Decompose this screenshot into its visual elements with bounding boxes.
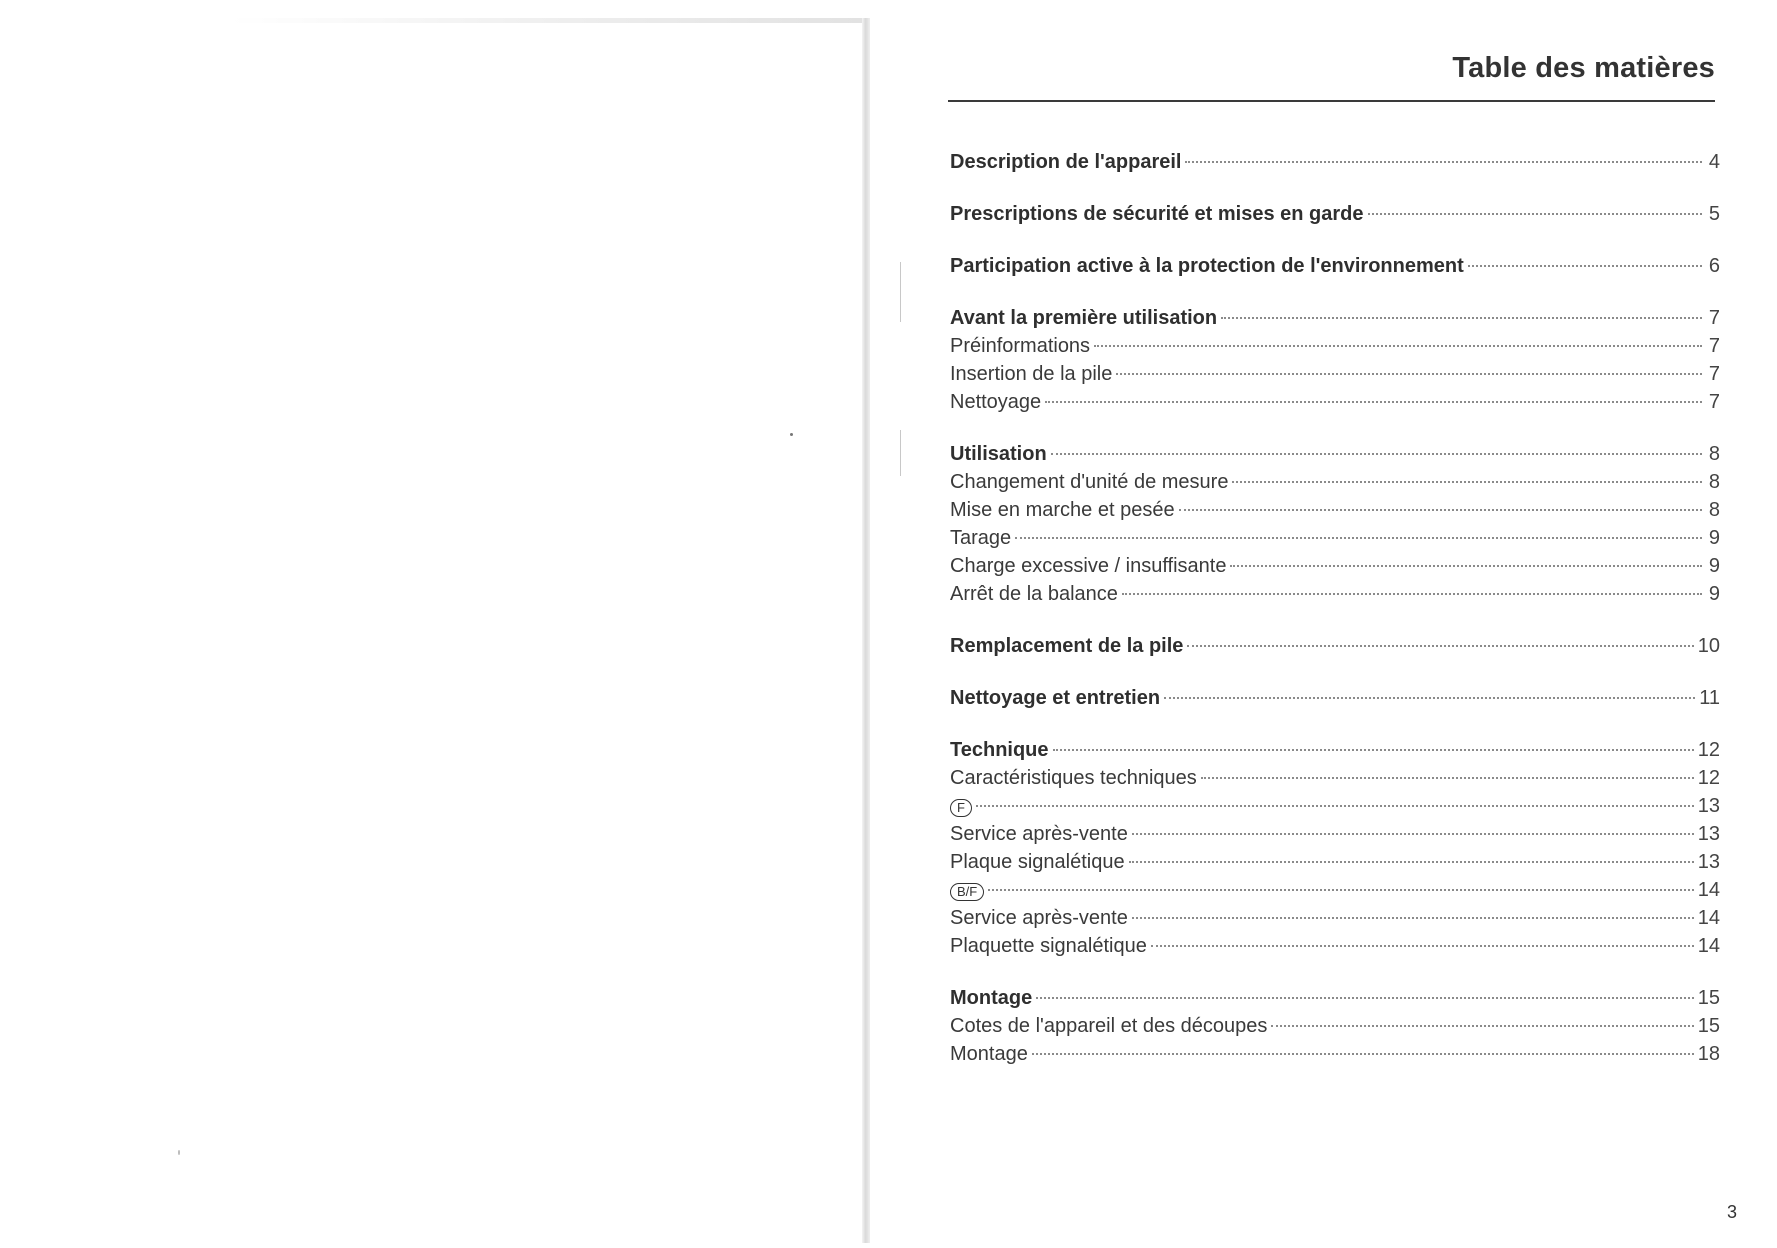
toc-entry-label: Montage bbox=[950, 1043, 1028, 1065]
toc-entry-page: 14 bbox=[1697, 879, 1720, 901]
toc-sub-entry[interactable] bbox=[950, 388, 1720, 416]
toc-heading-entry[interactable] bbox=[950, 440, 1720, 468]
page-top-edge bbox=[230, 18, 866, 23]
toc-entry-label bbox=[950, 876, 984, 904]
toc-entry-label: Mise en marche et pesée bbox=[950, 499, 1175, 521]
dot-leader bbox=[1053, 749, 1694, 751]
dot-leader bbox=[1151, 945, 1694, 947]
toc-section bbox=[950, 304, 1720, 416]
print-speck bbox=[178, 1150, 180, 1155]
toc-entry-label: Plaque signalétique bbox=[950, 851, 1125, 873]
toc-heading-entry[interactable] bbox=[950, 632, 1720, 660]
toc-section bbox=[950, 200, 1720, 228]
dot-leader bbox=[1185, 161, 1702, 163]
toc-heading-entry[interactable] bbox=[950, 148, 1720, 176]
toc-entry-page: 14 bbox=[1697, 935, 1720, 957]
toc-entry-page: 7 bbox=[1708, 335, 1720, 357]
toc-entry-page: 8 bbox=[1708, 443, 1720, 465]
toc-entry-label: Description de l'appareil bbox=[950, 151, 1182, 173]
dot-leader bbox=[1271, 1025, 1693, 1027]
toc-entry-label: Prescriptions de sécurité et mises en garde bbox=[950, 203, 1364, 225]
toc-entry-label: Changement d'unité de mesure bbox=[950, 471, 1229, 493]
toc-heading-entry[interactable] bbox=[950, 304, 1720, 332]
dot-leader bbox=[1132, 917, 1694, 919]
page-title: Table des matières bbox=[1452, 52, 1715, 84]
dot-leader bbox=[1116, 373, 1702, 375]
toc-sub-entry[interactable] bbox=[950, 1012, 1720, 1040]
dot-leader bbox=[976, 805, 1694, 807]
toc-entry-page: 9 bbox=[1708, 555, 1720, 577]
toc-entry-page: 7 bbox=[1708, 391, 1720, 413]
page-number: 3 bbox=[1726, 1202, 1737, 1222]
toc-page bbox=[870, 0, 1777, 1248]
toc-sub-entry[interactable] bbox=[950, 332, 1720, 360]
toc-entry-page: 13 bbox=[1697, 823, 1720, 845]
toc-entry-page: 9 bbox=[1708, 527, 1720, 549]
toc-entry-page: 8 bbox=[1708, 471, 1720, 493]
toc-entry-page: 11 bbox=[1699, 687, 1720, 709]
toc-sub-entry[interactable] bbox=[950, 820, 1720, 848]
toc-sub-entry[interactable] bbox=[950, 848, 1720, 876]
book-gutter bbox=[862, 18, 870, 1243]
toc-entry-page: 4 bbox=[1708, 151, 1720, 173]
toc-entry-label: Caractéristiques techniques bbox=[950, 767, 1197, 789]
toc-sub-entry[interactable] bbox=[950, 496, 1720, 524]
toc-entry-page: 18 bbox=[1697, 1043, 1720, 1065]
toc-entry-page: 13 bbox=[1697, 795, 1720, 817]
toc-entry-label: Arrêt de la balance bbox=[950, 583, 1118, 605]
dot-leader bbox=[1232, 481, 1702, 483]
dot-leader bbox=[1468, 265, 1702, 267]
toc-section bbox=[950, 148, 1720, 176]
dot-leader bbox=[1221, 317, 1702, 319]
dot-leader bbox=[1164, 697, 1695, 699]
table-of-contents bbox=[950, 148, 1720, 1092]
dot-leader bbox=[1201, 777, 1694, 779]
country-code-badge: F bbox=[950, 799, 972, 817]
toc-entry-label: Charge excessive / insuffisante bbox=[950, 555, 1227, 577]
dot-leader bbox=[1132, 833, 1694, 835]
toc-sub-entry[interactable] bbox=[950, 552, 1720, 580]
toc-entry-page: 13 bbox=[1697, 851, 1720, 873]
toc-entry-label: Service après-vente bbox=[950, 907, 1128, 929]
dot-leader bbox=[1187, 645, 1693, 647]
toc-entry-page: 9 bbox=[1708, 583, 1720, 605]
toc-entry-label: Insertion de la pile bbox=[950, 363, 1113, 385]
toc-entry-page: 7 bbox=[1708, 363, 1720, 385]
toc-entry-label: Technique bbox=[950, 739, 1049, 761]
toc-sub-entry[interactable] bbox=[950, 580, 1720, 608]
dot-leader bbox=[1032, 1053, 1694, 1055]
toc-entry-page: 15 bbox=[1697, 987, 1720, 1009]
toc-entry-label: Service après-vente bbox=[950, 823, 1128, 845]
dot-leader bbox=[1015, 537, 1702, 539]
toc-entry-label: Nettoyage bbox=[950, 391, 1042, 413]
toc-entry-page: 12 bbox=[1697, 767, 1720, 789]
toc-entry-label: Plaquette signalétique bbox=[950, 935, 1147, 957]
toc-heading-entry[interactable] bbox=[950, 684, 1720, 712]
toc-section bbox=[950, 632, 1720, 660]
toc-entry-label: Utilisation bbox=[950, 443, 1047, 465]
toc-section bbox=[950, 684, 1720, 712]
toc-section bbox=[950, 252, 1720, 280]
toc-section bbox=[950, 736, 1720, 960]
toc-entry-label: Remplacement de la pile bbox=[950, 635, 1184, 657]
toc-entry-page: 14 bbox=[1697, 907, 1720, 929]
dot-leader bbox=[1051, 453, 1702, 455]
toc-entry-label: Tarage bbox=[950, 527, 1012, 549]
dot-leader bbox=[1036, 997, 1694, 999]
toc-sub-entry[interactable] bbox=[950, 932, 1720, 960]
toc-sub-entry[interactable] bbox=[950, 360, 1720, 388]
toc-entry-page: 15 bbox=[1697, 1015, 1720, 1037]
toc-entry-label: Montage bbox=[950, 987, 1033, 1009]
toc-sub-entry[interactable] bbox=[950, 792, 1720, 820]
toc-heading-entry[interactable] bbox=[950, 200, 1720, 228]
toc-heading-entry[interactable] bbox=[950, 736, 1720, 764]
toc-sub-entry[interactable] bbox=[950, 524, 1720, 552]
left-blank-page bbox=[0, 0, 868, 1248]
toc-section bbox=[950, 440, 1720, 608]
toc-entry-label: Cotes de l'appareil et des découpes bbox=[950, 1015, 1268, 1037]
print-speck bbox=[790, 433, 793, 436]
toc-sub-entry[interactable] bbox=[950, 1040, 1720, 1068]
toc-entry-page: 5 bbox=[1708, 203, 1720, 225]
toc-entry-label: Préinformations bbox=[950, 335, 1091, 357]
title-divider bbox=[948, 100, 1715, 102]
toc-section bbox=[950, 984, 1720, 1068]
toc-entry-page: 6 bbox=[1708, 255, 1720, 277]
dot-leader bbox=[1129, 861, 1694, 863]
dot-leader bbox=[1122, 593, 1702, 595]
toc-entry-label bbox=[950, 792, 972, 820]
dot-leader bbox=[1368, 213, 1702, 215]
dot-leader bbox=[1094, 345, 1702, 347]
toc-sub-entry[interactable] bbox=[950, 468, 1720, 496]
country-code-badge: B/F bbox=[950, 883, 984, 901]
toc-sub-entry[interactable] bbox=[950, 764, 1720, 792]
dot-leader bbox=[1230, 565, 1702, 567]
toc-entry-page: 12 bbox=[1697, 739, 1720, 761]
toc-heading-entry[interactable] bbox=[950, 984, 1720, 1012]
toc-entry-label: Participation active à la protection de l'environnement bbox=[950, 255, 1464, 277]
toc-sub-entry[interactable] bbox=[950, 876, 1720, 904]
dot-leader bbox=[1045, 401, 1702, 403]
toc-entry-page: 7 bbox=[1708, 307, 1720, 329]
toc-entry-page: 8 bbox=[1708, 499, 1720, 521]
dot-leader bbox=[1179, 509, 1702, 511]
toc-heading-entry[interactable] bbox=[950, 252, 1720, 280]
toc-entry-label: Avant la première utilisation bbox=[950, 307, 1218, 329]
toc-entry-label: Nettoyage et entretien bbox=[950, 687, 1161, 709]
toc-sub-entry[interactable] bbox=[950, 904, 1720, 932]
toc-entry-page: 10 bbox=[1697, 635, 1720, 657]
dot-leader bbox=[988, 889, 1694, 891]
